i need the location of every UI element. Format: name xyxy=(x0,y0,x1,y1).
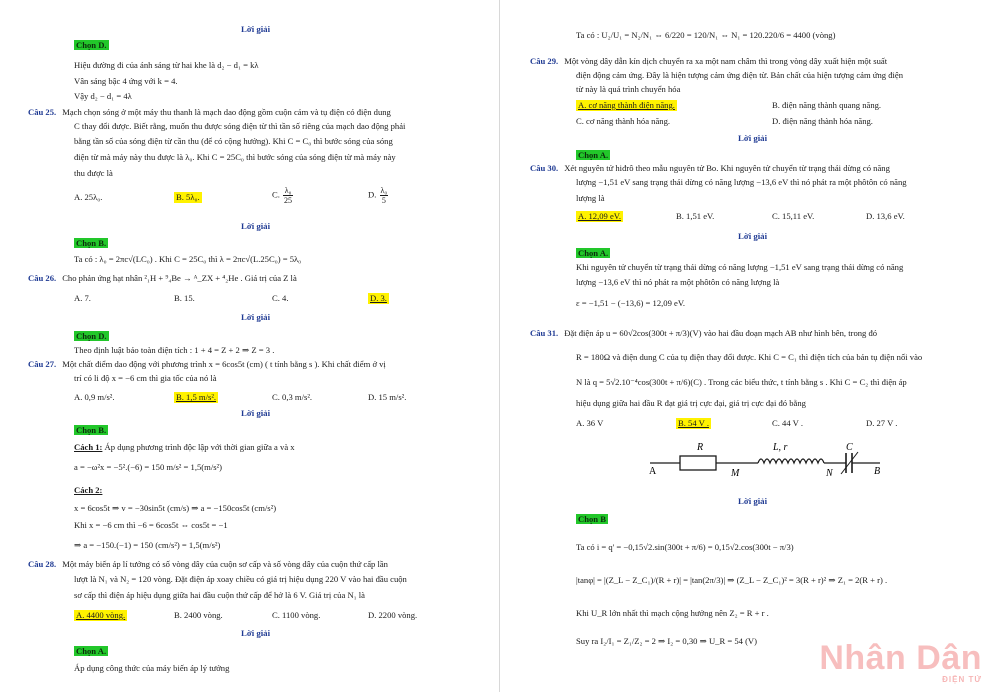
question-number: Câu 31. xyxy=(530,328,559,338)
text-line: bằng tần số của sóng điện từ cần thu (để có cộng hưởng). Khi C = C₀ thì bước sóng của sóng xyxy=(74,136,393,146)
text-line: lượng −1,51 eV sang trạng thái dừng có năng lượng −13,6 eV thì nó phát ra một phôtôn có năng xyxy=(576,177,907,187)
solution-heading: Lời giải xyxy=(240,312,271,322)
inductor-coil xyxy=(758,459,824,463)
text-line: trí có li độ x = −6 cm thì gia tốc của nó là xyxy=(74,373,217,383)
equation-line: a = −ω²x = −5².(−6) = 150 m/s² = 1,5(m/s²) xyxy=(74,462,222,472)
logo-subtitle: ĐIỆN TỬ xyxy=(942,675,982,684)
text-line: Vậy d₂ − d₁ = 4λ xyxy=(74,91,132,101)
options-row xyxy=(28,293,483,305)
option-d: D. 15 m/s². xyxy=(368,392,407,402)
question-25: Câu 25. Mạch chọn sóng ở một máy thu thanh là mạch dao động gồm cuộn cảm và tụ điện có điện dung xyxy=(28,107,391,117)
solution-heading: Lời giải xyxy=(240,221,271,231)
question-29: Câu 29. Một vòng dây dẫn kín dịch chuyển ra xa một nam châm thì trong vòng dây xuất hiện một suất xyxy=(530,56,888,66)
option-a: A. 36 V xyxy=(576,418,604,428)
label-R: R xyxy=(697,442,704,453)
text-line: Khi nguyên tử chuyển từ trạng thái dừng có năng lượng −1,51 eV sang trạng thái dừng có năng xyxy=(576,262,904,272)
question-31: Câu 31. Đặt điện áp u = 60√2cos(300t + π/3)(V) vào hai đầu đoạn mạch AB như hình bên, trong đó xyxy=(530,328,878,338)
solution-heading: Lời giải xyxy=(240,24,271,34)
resistor xyxy=(680,456,716,470)
options-row xyxy=(530,418,975,430)
label-B: B xyxy=(874,466,881,477)
answer-marker: Chọn B. xyxy=(76,238,107,248)
option-d: D. 2200 vòng. xyxy=(368,610,418,620)
text-line: điện từ mà máy này thu được là λ₀. Khi C = 25C₀ thì bước sóng của sóng điện từ mà máy này xyxy=(74,152,396,162)
question-number: Câu 30. xyxy=(530,163,559,173)
option-a: A. 25λ₀. xyxy=(74,192,103,202)
option-b: B. 1,51 eV. xyxy=(676,211,715,221)
equation-line: ⇒ a = −150.(−1) = 150 (cm/s²) = 1,5(m/s²) xyxy=(74,540,221,550)
options-row xyxy=(28,186,483,216)
text-line: thu được là xyxy=(74,168,113,178)
option-b: B. 5λ₀. xyxy=(176,192,200,202)
equation-line: ε = −1,51 − (−13,6) = 12,09 eV. xyxy=(576,298,686,308)
option-c: C. 4. xyxy=(272,293,289,303)
text-line: lượng là xyxy=(576,193,605,203)
option-c: C. $\frac{\text{λ₀}}{25}$ xyxy=(272,186,293,205)
question-26: Câu 26. Cho phản ứng hạt nhân ²₁H + ⁹₄Be → ᴬ_ZX + ⁴₂He . Giá trị của Z là xyxy=(28,273,297,283)
text-line: lượng −13,6 eV thì nó phát ra một phôtôn có năng lượng là xyxy=(576,277,780,287)
options-row xyxy=(28,392,483,404)
label-N: N xyxy=(826,468,833,479)
option-b: B. 2400 vòng. xyxy=(174,610,223,620)
solution-heading: Lời giải xyxy=(240,408,271,418)
option-a: A. 12,09 eV. xyxy=(578,211,622,221)
option-c: C. cơ năng thành hóa năng. xyxy=(576,116,671,126)
answer-marker: Chọn D. xyxy=(76,40,107,50)
text-line: lượt là N₁ và N₂ = 120 vòng. Đặt điện áp xoay chiều có giá trị hiệu dụng 220 V vào hai đầu cuộn xyxy=(74,574,407,584)
solution-heading: Lời giải xyxy=(737,133,768,143)
options-row xyxy=(28,610,483,622)
options-row xyxy=(530,100,975,112)
option-a: A. 0,9 m/s². xyxy=(74,392,115,402)
question-number: Câu 28. xyxy=(28,559,57,569)
text-line: Ta có : λ₀ = 2πc√(LC₀) . Khi C = 25C₀ thì λ = 2πc√(L.25C₀) = 5λ₀ xyxy=(74,254,302,264)
text-line: C thay đổi được. Biết rằng, muốn thu được sóng điện từ thì tần số riêng của mạch dao động phải xyxy=(74,121,406,131)
option-d: D. $\frac{\text{λ₀}}{5}$ xyxy=(368,186,388,205)
right-column xyxy=(530,0,975,692)
question-27: Câu 27. Một chất điểm dao động với phương trình x = 6cos5t (cm) ( t tính bằng s ). Khi chất điểm ở vị xyxy=(28,359,386,369)
option-a: A. cơ năng thành điện năng. xyxy=(578,100,675,110)
text-line: Vân sáng bậc 4 ứng với k = 4. xyxy=(74,76,178,86)
question-number: Câu 27. xyxy=(28,359,57,369)
option-b: B. điện năng thành quang năng. xyxy=(772,100,882,110)
answer-marker: Chọn A. xyxy=(578,248,609,258)
text-line: Theo định luật bảo toàn điện tích : 1 + 4 = Z + 2 ⇒ Z = 3 . xyxy=(74,345,275,355)
text-line: Áp dụng công thức của máy biến áp lý tưởng xyxy=(74,663,230,673)
logo-title: Nhân Dân xyxy=(819,639,982,677)
label-A: A xyxy=(649,466,657,477)
question-number: Câu 25. xyxy=(28,107,57,117)
solution-heading: Lời giải xyxy=(240,628,271,638)
equation-line: |tanφ| = |(Z_L − Z_C₁)/(R + r)| = |tan(2π/3)| ⇒ (Z_L − Z_C₁)² = 3(R + r)² ⇒ Z₁ = 2(R + r) . xyxy=(576,575,888,585)
question-30: Câu 30. Xét nguyên tử hiđrô theo mẫu nguyên tử Bo. Khi nguyên tử chuyển từ trạng thái dừng có năng xyxy=(530,163,890,173)
newspaper-logo xyxy=(819,641,982,684)
method-1: Cách 1: Áp dụng phương trình độc lập với thời gian giữa a và x xyxy=(74,442,295,452)
answer-marker: Chọn A. xyxy=(76,646,107,656)
label-C: C xyxy=(846,442,853,453)
equation-line: Khi x = −6 cm thì −6 = 6cos5t ⇔ cos5t = −1 xyxy=(74,520,228,530)
left-column xyxy=(28,0,483,692)
text-line: điện động cảm ứng. Đây là hiện tượng cảm ứng điện từ. Bản chất của hiện tượng cảm ứng điện xyxy=(576,70,903,80)
text-line: từ này là quá trình chuyển hóa xyxy=(576,84,681,94)
text-line: sơ cấp thì điện áp hiệu dụng giữa hai đầu cuộn thứ cấp để hở là 6 V. Giá trị của N₁ là xyxy=(74,590,365,600)
method-2-title: Cách 2: xyxy=(74,485,103,495)
answer-marker: Chọn B. xyxy=(76,425,107,435)
option-a: A. 4400 vòng. xyxy=(76,610,126,620)
text-line: hiệu dụng giữa hai đầu R đạt giá trị cực đại, giá trị cực đại đó bằng xyxy=(576,398,806,408)
option-b: B. 54 V . xyxy=(678,418,709,428)
options-row xyxy=(530,116,975,128)
column-divider xyxy=(499,0,500,692)
option-a: A. 7. xyxy=(74,293,91,303)
options-row xyxy=(530,211,975,223)
question-number: Câu 26. xyxy=(28,273,57,283)
label-L: L, r xyxy=(773,442,788,453)
circuit-diagram xyxy=(530,436,975,496)
option-c: C. 0,3 m/s². xyxy=(272,392,313,402)
answer-marker: Chọn D. xyxy=(76,331,107,341)
option-c: C. 44 V . xyxy=(772,418,803,428)
text-line: R = 180Ω và điện dung C của tụ điện thay đổi được. Khi C = C₁ thì điện tích của bản tụ điện nối vào xyxy=(576,352,923,362)
option-b: B. 15. xyxy=(174,293,195,303)
text-line: Hiệu đường đi của ánh sáng từ hai khe là d₂ − d₁ = kλ xyxy=(74,60,259,70)
equation-line: Ta có : U₂/U₁ = N₂/N₁ ⇔ 6/220 = 120/N₁ ⇔ N₁ = 120.220/6 = 4400 (vòng) xyxy=(576,30,836,40)
option-b: B. 1,5 m/s². xyxy=(176,392,217,402)
question-28: Câu 28. Một máy biến áp lí tưởng có số vòng dây của cuộn sơ cấp và số vòng dây của cuộn thứ cấp lần xyxy=(28,559,388,569)
answer-marker: Chọn B xyxy=(578,514,606,524)
option-d: D. 13,6 eV. xyxy=(866,211,905,221)
equation-line: Ta có i = q' = −0,15√2.sin(300t + π/6) = 0,15√2.cos(300t − π/3) xyxy=(576,542,794,552)
text-line: N là q = 5√2.10⁻⁴cos(300t + π/6)(C) . Trong các biểu thức, t tính bằng s . Khi C = C₂ thì điện áp xyxy=(576,377,907,387)
answer-marker: Chọn A. xyxy=(578,150,609,160)
option-d: D. 3. xyxy=(370,293,387,303)
option-c: C. 15,11 eV. xyxy=(772,211,815,221)
option-d: D. điện năng thành hóa năng. xyxy=(772,116,873,126)
option-c: C. 1100 vòng. xyxy=(272,610,321,620)
equation-line: Khi U_R lớn nhất thì mạch cộng hưởng nên Z₂ = R + r . xyxy=(576,608,769,618)
question-number: Câu 29. xyxy=(530,56,559,66)
equation-line: x = 6cos5t ⇒ v = −30sin5t (cm/s) ⇒ a = −150cos5t (cm/s²) xyxy=(74,503,277,513)
equation-line: Suy ra I₂/I₁ = Z₁/Z₂ = 2 ⇒ I₂ = 0,30 ⇒ U_R = 54 (V) xyxy=(576,636,757,646)
label-M: M xyxy=(731,468,740,479)
solution-heading: Lời giải xyxy=(737,496,768,506)
option-d: D. 27 V . xyxy=(866,418,898,428)
solution-heading: Lời giải xyxy=(737,231,768,241)
